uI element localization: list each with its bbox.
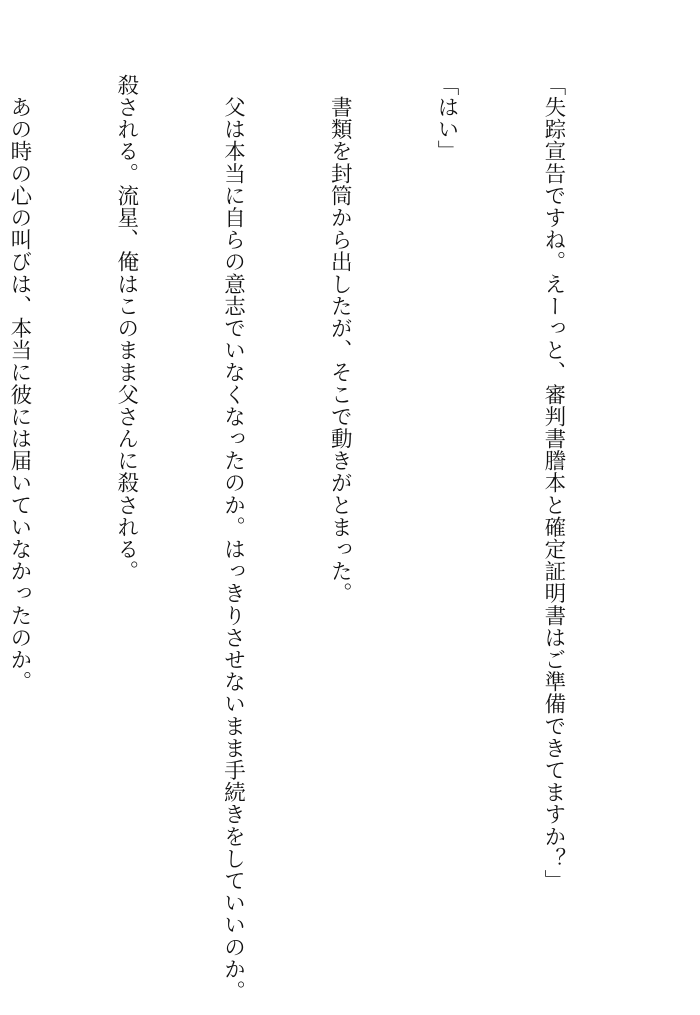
- text-line: 「失踪宣告ですね。えーっと、審判書謄本と確定証明書はご準備できてますか？」: [540, 74, 566, 892]
- text-line: 殺される。流星、俺はこのまま父さんに殺される。: [113, 74, 139, 583]
- vertical-text-body: [0, 74, 642, 1003]
- text-line: あの時の心の叫びは、本当に彼には届いていなかったのか。: [6, 74, 32, 693]
- text-line: 父は本当に自らの意志でいなくなったのか。はっきりさせないまま手続きをしていいのか。: [220, 74, 246, 1003]
- text-line: 「はい」: [434, 74, 460, 163]
- text-line: 書類を封筒から出したが、そこで動きがとまった。: [327, 74, 353, 605]
